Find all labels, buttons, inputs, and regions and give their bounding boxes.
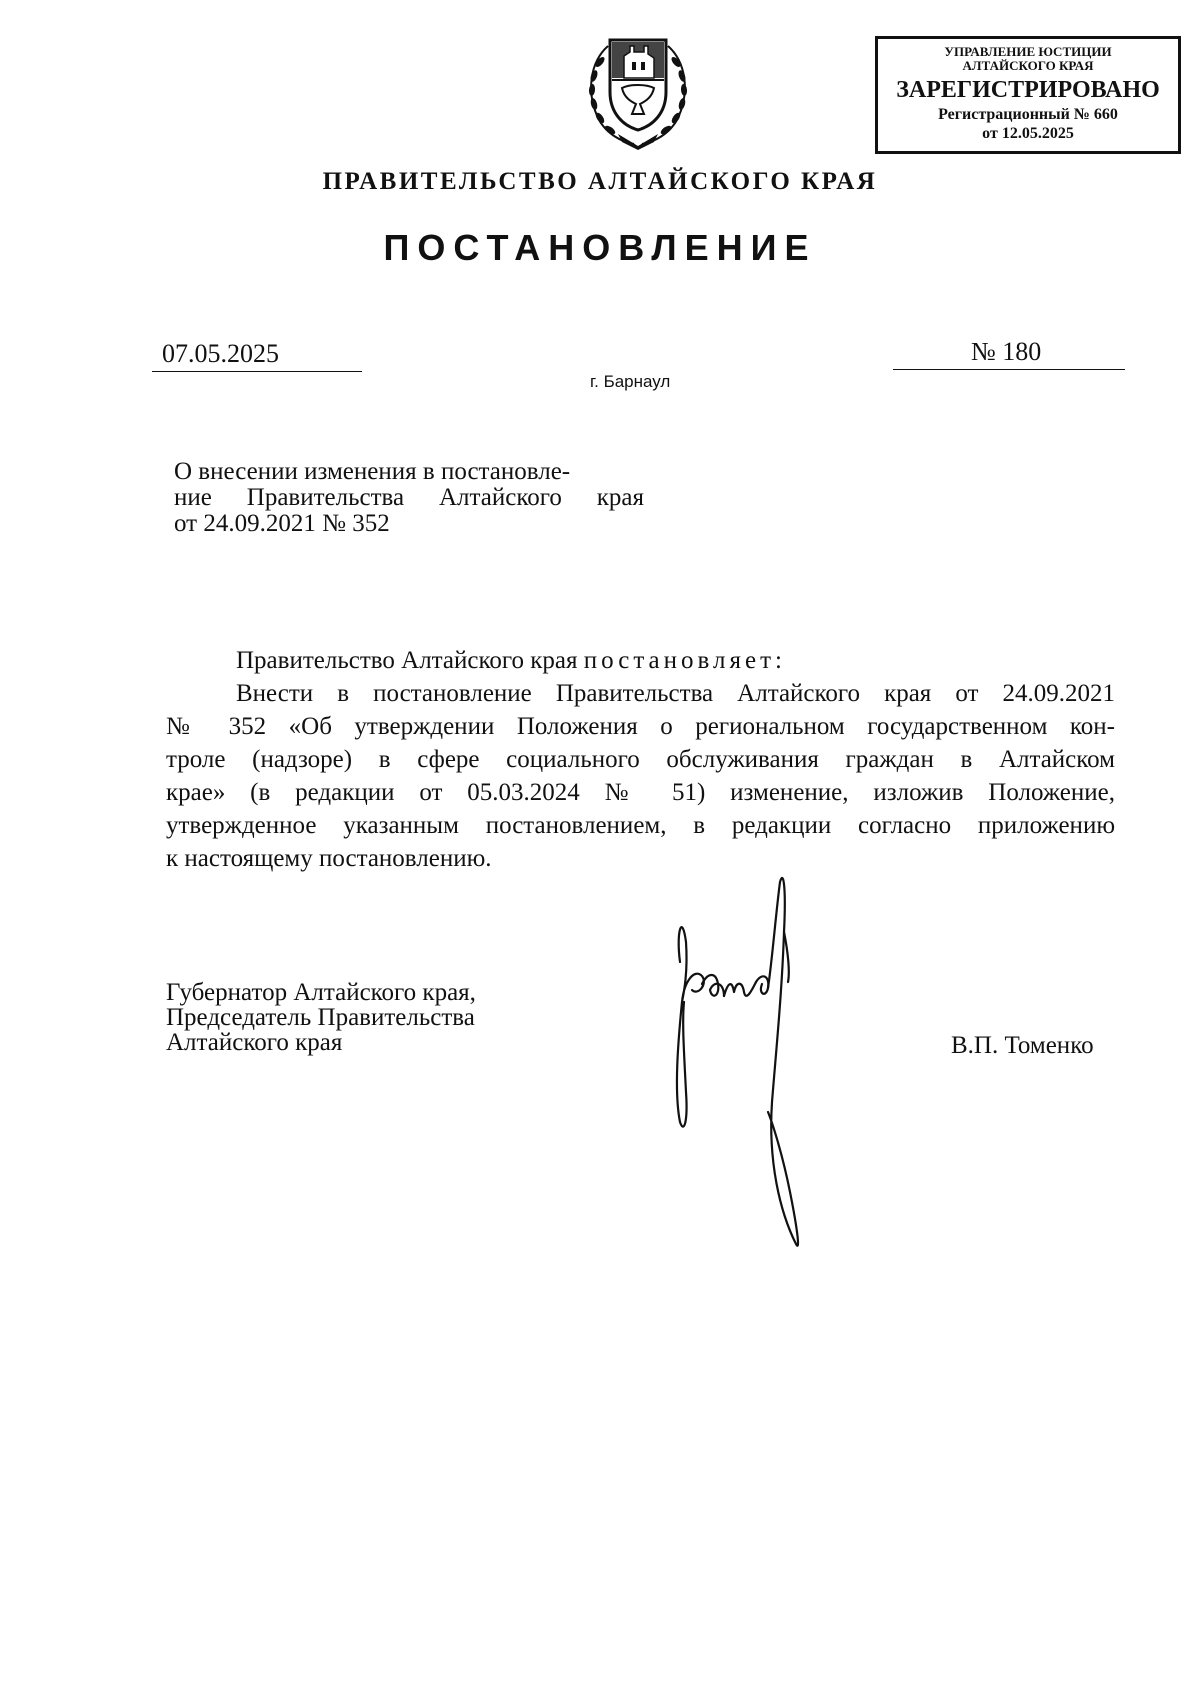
body-line: троле (надзоре) в сфере социального обслуживания граждан в Алтайском: [166, 746, 1115, 773]
subject-line: О внесении изменения в постановле-: [174, 458, 571, 485]
subject-line: от 24.09.2021 № 352: [174, 510, 390, 537]
resolution-intro-text: Правительство Алтайского края: [236, 647, 584, 674]
number-underline: [893, 369, 1125, 370]
signer-position-line: Губернатор Алтайского края,: [166, 979, 476, 1006]
date-underline: [152, 371, 362, 372]
stamp-reg-date: от 12.05.2025: [982, 125, 1074, 142]
signer-position-line: Председатель Правительства: [166, 1004, 475, 1031]
body-line: № 352 «Об утверждении Положения о региональном государственном кон-: [166, 713, 1115, 740]
body-line: утвержденное указанным постановлением, в редакции согласно приложению: [166, 812, 1115, 839]
subject-line: ние Правительства Алтайского края: [174, 484, 644, 511]
document-city: г. Барнаул: [590, 372, 671, 391]
resolution-keyword: постановляет:: [583, 647, 786, 674]
signer-position: [166, 980, 476, 1055]
handwritten-signature: [672, 872, 832, 1262]
coat-of-arms-emblem: [578, 22, 698, 150]
stamp-reg-number: Регистрационный № 660: [938, 106, 1118, 123]
stamp-authority-line1: УПРАВЛЕНИЕ ЮСТИЦИИ: [944, 44, 1112, 59]
government-title: ПРАВИТЕЛЬСТВО АЛТАЙСКОГО КРАЯ: [322, 168, 878, 195]
resolution-intro: [236, 647, 786, 675]
document-subject: [174, 459, 644, 537]
document-date: 07.05.2025: [162, 339, 279, 368]
document-number: № 180: [971, 337, 1042, 366]
stamp-status: ЗАРЕГИСТРИРОВАНО: [896, 77, 1160, 103]
body-line: крае» (в редакции от 05.03.2024 № 51) изменение, изложив Положение,: [166, 779, 1115, 806]
signer-name: В.П. Томенко: [951, 1032, 1094, 1059]
registration-stamp: [875, 36, 1181, 154]
resolution-body: [166, 677, 1115, 875]
body-line: Внести в постановление Правительства Алтайского края от 24.09.2021: [236, 680, 1115, 707]
stamp-authority-line2: АЛТАЙСКОГО КРАЯ: [962, 58, 1094, 73]
body-line: к настоящему постановлению.: [166, 845, 492, 872]
document-type-title: ПОСТАНОВЛЕНИЕ: [383, 227, 817, 268]
signer-position-line: Алтайского края: [166, 1029, 343, 1056]
